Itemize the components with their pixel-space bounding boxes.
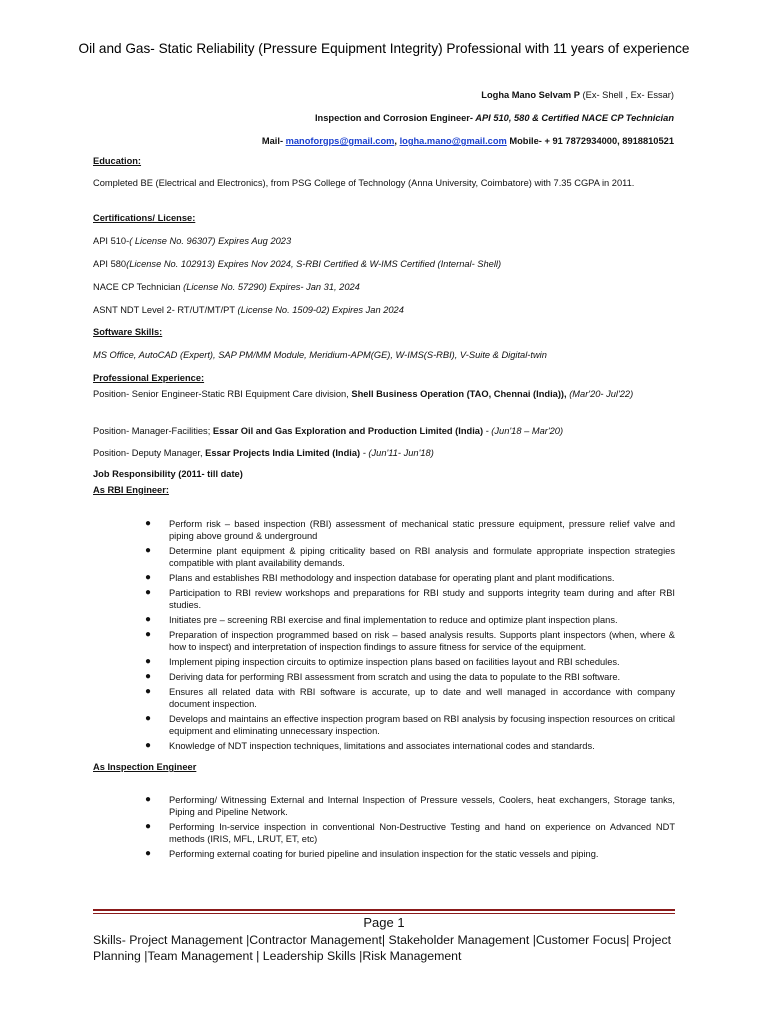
bullet-text: Performing In-service inspection in conventional Non-Destructive Testing and hand on experience on Advanced NDT methods (IRIS, MFL, LRUT, ET, etc) [169,822,675,845]
list-item [93,629,675,654]
list-item [93,656,675,668]
certifications-heading: Certifications/ License: [93,213,196,223]
footer-divider-thin [93,913,675,914]
email-link-1[interactable]: manoforgps@gmail.com [285,136,395,146]
bullet-icon: ● [145,586,152,598]
list-item [93,740,675,752]
bullet-icon: ● [145,614,152,626]
email-link-2[interactable]: logha.mano@gmail.com [399,136,507,146]
cert-item [93,281,675,304]
bullet-icon: ● [145,794,152,806]
mail-label: Mail- [261,136,286,146]
list-item [93,614,675,626]
position-title: Position- Manager-Facilities; [93,426,213,436]
role-line [262,111,674,134]
education-text: Completed BE (Electrical and Electronics), from PSG College of Technology (Anna University, Coimbatore) with 7.35 CGPA in 2011. [93,178,635,188]
role-suffix: - API 510, 580 & Certified NACE CP Technician [469,113,674,123]
position-entry [93,388,675,425]
bullet-icon: ● [145,712,152,724]
list-item [93,686,675,711]
position-entry [93,425,675,447]
footer-divider [93,909,675,911]
list-item [93,518,675,543]
contact-header [262,88,674,157]
list-item [93,572,675,584]
name-suffix: (Ex- Shell , Ex- Essar) [579,90,674,100]
software-text: MS Office, AutoCAD (Expert), SAP PM/MM Module, Meridium-APM(GE), W-IMS(S-RBI), V-Suite & Digital-twin [93,350,547,360]
bullet-icon: ● [145,655,152,667]
position-company: Essar Projects India Limited (India) [205,448,361,458]
bullet-text: Implement piping inspection circuits to optimize inspection plans based on facilities layout and RBI schedules. [169,656,620,667]
list-item [93,587,675,612]
rbi-engineer-heading: As RBI Engineer: [93,485,169,495]
bullet-icon: ● [145,821,152,833]
list-item [93,848,675,860]
bullet-text: Performing external coating for buried pipeline and insulation inspection for the static vessels and piping. [169,849,599,860]
bullet-icon: ● [145,739,152,751]
cert-detail: (License No. 57290) Expires- Jan 31, 2024 [183,282,360,292]
bullet-text: Preparation of inspection programmed based on risk – based analysis results. Supports plant inspectors (when, where & how to inspect) and interpretation of inspection findings to assure fitness for service of the equipment. [169,629,675,653]
position-company: Shell Business Operation (TAO, Chennai (India)), [351,389,567,399]
bullet-icon: ● [145,628,152,640]
bullet-text: Knowledge of NDT inspection techniques, limitations and associates international codes and standards. [169,740,595,751]
bullet-text: Plans and establishes RBI methodology and inspection database for operating plant and plant modifications. [169,573,615,584]
cert-item [93,304,675,326]
position-title: Position- Senior Engineer-Static RBI Equipment Care division, [93,389,352,399]
cert-lead: API 510- [93,236,130,246]
cert-item [93,258,675,281]
list-item [93,545,675,570]
experience-heading: Professional Experience: [93,373,205,383]
position-dates: (Mar'20- Jul'22) [566,389,634,399]
position-title: Position- Deputy Manager, [93,448,206,458]
bullet-icon: ● [145,670,152,682]
role-title: Inspection and Corrosion Engineer [314,113,470,123]
position-company: Essar Oil and Gas Exploration and Production Limited (India) [212,426,484,436]
bullet-text: Performing/ Witnessing External and Internal Inspection of Pressure vessels, Coolers, heat exchangers, Storage tanks, Piping and Pipeline Network. [169,795,675,818]
bullet-text: Initiates pre – screening RBI exercise and final implementation to reduce and optimize plant inspection plans. [169,615,618,626]
bullet-text: Participation to RBI review workshops and preparations for RBI study and supports integrity team during and after RBI studies. [169,587,675,611]
candidate-name: Logha Mano Selvam P [481,90,580,100]
name-line [262,88,674,111]
document-title: Oil and Gas- Static Reliability (Pressure Equipment Integrity) Professional with 11 years of experience [78,41,690,56]
list-item [93,713,675,738]
job-responsibility-heading: Job Responsibility (2011- till date) [93,469,243,479]
bullet-icon: ● [145,685,152,697]
bullet-icon: ● [145,572,152,584]
page-number: Page 1 [363,915,405,930]
bullet-text: Perform risk – based inspection (RBI) assessment of mechanical static pressure equipment, pressure relief valve and piping above ground & underground [169,519,675,542]
cert-detail: (License No. 102913) Expires Nov 2024, S-RBI Certified & W-IMS Certified (Internal- Shell) [126,259,502,269]
cert-lead: API 580 [93,259,127,269]
bullet-text: Ensures all related data with RBI software is accurate, up to date and well managed in accordance with company document inspection. [169,686,675,709]
education-heading: Education: [93,156,142,166]
position-entry [93,447,675,468]
inspection-engineer-heading: As Inspection Engineer [93,762,197,773]
mobile-numbers: Mobile- + 91 7872934000, 8918810521 [506,136,674,146]
cert-lead: ASNT NDT Level 2- RT/UT/MT/PT [93,305,238,315]
bullet-text: Determine plant equipment & piping criticality based on RBI analysis and formulate appropriate inspection strategies compatible with plant availability demands. [169,546,675,569]
bullet-icon: ● [145,848,152,860]
rbi-bullet-list [93,518,675,752]
bullet-text: Develops and maintains an effective inspection program based on RBI analysis by focusing inspection resources on critical equipment and eliminating unnecessary inspection. [169,713,675,736]
bullet-icon: ● [145,545,152,557]
bullet-icon: ● [145,518,152,529]
cert-detail: (License No. 1509-02) Expires Jan 2024 [237,305,404,315]
list-item [93,671,675,683]
bullet-text: Deriving data for performing RBI assessment from scratch and using the data to populate to the RBI software. [169,671,621,682]
position-dates: - (Jun'18 – Mar'20) [483,426,564,436]
list-item [93,794,675,819]
resume-body [93,155,675,861]
list-item [93,821,675,846]
cert-detail: ( License No. 96307) Expires Aug 2023 [129,236,292,246]
contact-line [262,134,674,157]
cert-item [93,235,675,258]
cert-lead: NACE CP Technician [93,282,184,292]
email-separator: , [394,136,400,146]
footer-skills: Skills- Project Management |Contractor Management| Stakeholder Management |Customer Focus| Project Planning |Team Management | Leadership Skills |Risk Management [93,933,672,963]
software-heading: Software Skills: [93,327,163,337]
inspection-bullet-list [93,794,675,860]
position-dates: - (Jun'11- Jun'18) [360,448,434,458]
